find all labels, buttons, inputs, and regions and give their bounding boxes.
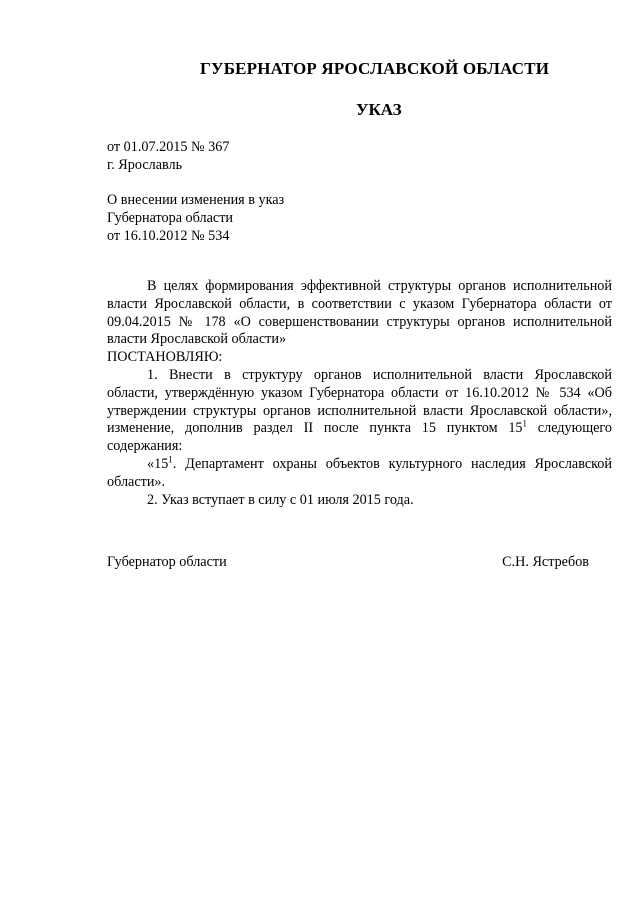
item-2-paragraph: 2. Указ вступает в силу с 01 июля 2015 года.: [147, 491, 414, 508]
decree-title: УКАЗ: [356, 100, 402, 119]
decree-date-number: от 01.07.2015 № 367: [107, 139, 230, 155]
item-1-text-end: следующего содержания:: [107, 420, 612, 455]
quoted-item-text: . Департамент охраны объектов культурного наследия Ярославской области».: [107, 455, 612, 490]
decree-city: г. Ярославль: [107, 156, 183, 173]
item-1-superscript: 1: [522, 418, 528, 429]
subject-line-2: Губернатора области: [107, 209, 233, 226]
decree-meta: [107, 139, 229, 175]
quoted-item-paragraph: [107, 456, 612, 492]
quoted-item-number: «15: [147, 455, 169, 472]
quoted-item-superscript: 1: [168, 454, 173, 465]
item-1-text: 1. Внести в структуру органов исполнительной власти Ярославской области, утверждённую указом Губернатора области от 16.10.2012 № 534 «Об утверждении структуры органов исполнительной власти Ярославской области», изменение, дополнив раздел II после пункта 15 пунктом 15: [107, 366, 612, 437]
item-1-paragraph: [107, 367, 612, 456]
signature-block: [107, 554, 589, 572]
decree-body: [107, 278, 612, 509]
resolve-word: ПОСТАНОВЛЯЮ:: [107, 349, 223, 366]
subject-line-3: от 16.10.2012 № 534: [107, 227, 230, 244]
subject-line-1: О внесении изменения в указ: [107, 192, 285, 208]
authority-heading: ГУБЕРНАТОР ЯРОСЛАВСКОЙ ОБЛАСТИ: [200, 59, 550, 78]
signatory-position: Губернатор области: [107, 554, 227, 570]
preamble-paragraph: В целях формирования эффективной структуры органов исполнительной власти Ярославской области, в соответствии с указом Губернатора области от 09.04.2015 № 178 «О совершенствовании структуры органов исполнительной власти Ярославской области»: [107, 278, 612, 348]
signatory-name: С.Н. Ястребов: [502, 554, 589, 570]
decree-subject: [107, 192, 284, 245]
